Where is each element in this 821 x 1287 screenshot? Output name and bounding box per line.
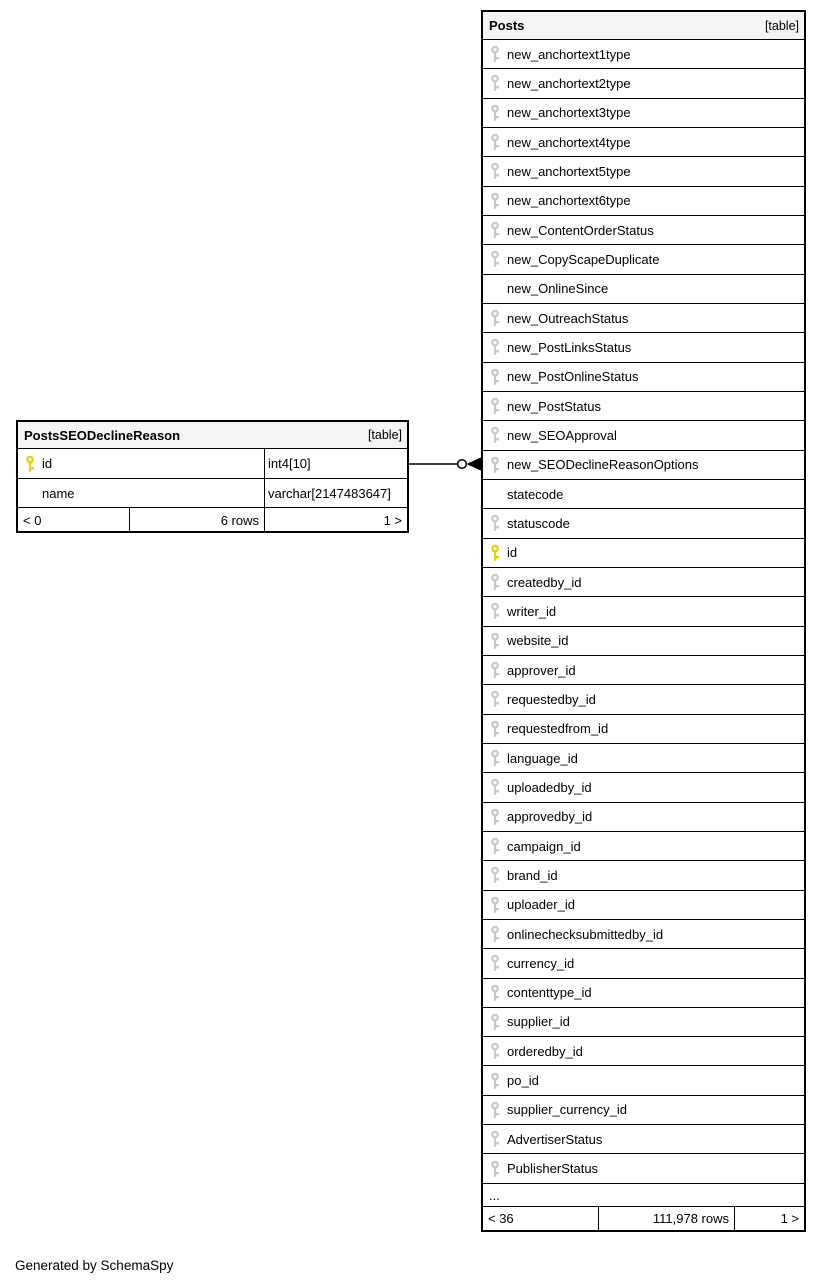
column-name: new_PostStatus (507, 398, 601, 414)
column-name: uploader_id (507, 897, 575, 913)
column-name-cell (483, 421, 804, 449)
column-name: statuscode (507, 515, 570, 531)
key-cell (490, 133, 505, 151)
key-cell (490, 104, 505, 122)
key-cell (490, 192, 505, 210)
column-row (483, 979, 804, 1008)
column-name: new_anchortext1type (507, 46, 631, 62)
column-name-cell (483, 979, 804, 1007)
key-cell (490, 837, 505, 855)
foreign-key-icon (490, 368, 500, 386)
open-circle-icon (458, 460, 467, 469)
key-cell (490, 250, 505, 268)
column-name: requestedfrom_id (507, 721, 609, 737)
foreign-key-icon (490, 837, 500, 855)
column-name-cell (483, 1008, 804, 1036)
column-name: new_ContentOrderStatus (507, 222, 654, 238)
crow-arrow-icon (467, 457, 482, 470)
table-name[interactable]: Posts (489, 18, 525, 33)
column-name-cell (483, 656, 804, 684)
ellipsis-row: ... (483, 1184, 804, 1207)
foreign-key-icon (490, 133, 500, 151)
column-row (483, 891, 804, 920)
column-name: onlinechecksubmittedby_id (507, 926, 664, 942)
column-row (483, 363, 804, 392)
column-row (483, 304, 804, 333)
column-name: new_anchortext2type (507, 75, 631, 91)
foreign-key-icon (490, 866, 500, 884)
column-name-cell (483, 187, 804, 215)
foreign-key-icon (490, 661, 500, 679)
column-name-cell (483, 392, 804, 420)
table-header (483, 12, 804, 40)
column-row (483, 1008, 804, 1037)
foreign-key-icon (490, 984, 500, 1002)
key-cell (490, 1101, 505, 1119)
column-name-cell (483, 304, 804, 332)
column-row (483, 715, 804, 744)
foreign-key-icon (490, 1013, 500, 1031)
key-cell (490, 896, 505, 914)
column-name-cell (483, 69, 804, 97)
key-cell (490, 162, 505, 180)
foreign-key-icon (490, 925, 500, 943)
column-name: uploadedby_id (507, 779, 592, 795)
column-name-cell (483, 1037, 804, 1065)
foreign-key-icon (490, 749, 500, 767)
foreign-key-icon (490, 162, 500, 180)
column-name-cell (483, 627, 804, 655)
column-row (483, 333, 804, 362)
column-name-cell (483, 949, 804, 977)
key-cell (490, 544, 505, 562)
column-name: po_id (507, 1073, 539, 1089)
column-name: supplier_currency_id (507, 1102, 627, 1118)
key-cell (490, 690, 505, 708)
column-row (483, 1154, 804, 1183)
table-footer (483, 1207, 804, 1230)
column-name: new_anchortext4type (507, 134, 631, 150)
foreign-key-icon (490, 602, 500, 620)
column-row (483, 157, 804, 186)
column-name: writer_id (507, 603, 557, 619)
relationship-connector (405, 450, 485, 480)
column-row (483, 128, 804, 157)
column-name-cell (483, 861, 804, 889)
column-name-cell (483, 333, 804, 361)
column-type: int4[10] (268, 456, 311, 471)
foreign-key-icon (490, 104, 500, 122)
key-cell (490, 514, 505, 532)
column-name: new_anchortext6type (507, 193, 631, 209)
column-name: requestedby_id (507, 691, 596, 707)
column-name: contenttype_id (507, 985, 592, 1001)
key-cell (490, 1042, 505, 1060)
column-name-cell (18, 449, 265, 478)
foreign-key-icon (490, 1042, 500, 1060)
column-name-cell (483, 275, 804, 303)
column-name-cell (483, 363, 804, 391)
foreign-key-icon (490, 456, 500, 474)
key-cell (490, 573, 505, 591)
column-row (483, 949, 804, 978)
foreign-key-icon (490, 1160, 500, 1178)
column-name-cell (483, 1096, 804, 1124)
key-cell (490, 309, 505, 327)
column-name: new_CopyScapeDuplicate (507, 251, 660, 267)
column-row (483, 1037, 804, 1066)
column-name-cell (483, 891, 804, 919)
column-type: varchar[2147483647] (268, 485, 391, 501)
column-row (483, 832, 804, 861)
key-cell (490, 1013, 505, 1031)
table-node-postsseodeclinereason[interactable] (16, 420, 409, 533)
column-row (483, 627, 804, 656)
column-row (483, 451, 804, 480)
column-row (18, 479, 407, 508)
column-rows (18, 449, 407, 508)
column-row (483, 509, 804, 538)
table-tag: [table] (764, 18, 799, 33)
foreign-key-icon (490, 720, 500, 738)
foreign-key-icon (490, 573, 500, 591)
column-name-cell (483, 480, 804, 508)
column-name-cell (483, 216, 804, 244)
key-cell (490, 1130, 505, 1148)
key-cell (490, 661, 505, 679)
key-cell (490, 778, 505, 796)
column-name-cell (483, 128, 804, 156)
column-name: AdvertiserStatus (507, 1131, 603, 1147)
key-cell (490, 632, 505, 650)
column-name: new_SEODeclineReasonOptions (507, 457, 699, 473)
foreign-key-icon (490, 896, 500, 914)
foreign-key-icon (490, 778, 500, 796)
column-rows (483, 40, 804, 1184)
table-name[interactable]: PostsSEODeclineReason (24, 427, 181, 443)
key-cell (490, 221, 505, 239)
column-name: statecode (507, 486, 564, 502)
column-row (483, 275, 804, 304)
column-name-cell (483, 715, 804, 743)
column-name: brand_id (507, 867, 558, 883)
column-name: createdby_id (507, 574, 582, 590)
row-count: 111,978 rows (599, 1207, 735, 1230)
column-row (483, 597, 804, 626)
key-cell (490, 74, 505, 92)
column-row (483, 421, 804, 450)
key-cell (25, 455, 40, 473)
foreign-key-icon (490, 338, 500, 356)
column-row (483, 1125, 804, 1154)
column-row (18, 449, 407, 479)
foreign-key-icon (490, 690, 500, 708)
column-row (483, 803, 804, 832)
column-row (483, 685, 804, 714)
table-footer (18, 508, 407, 532)
related-right-count: 1 > (780, 1211, 799, 1226)
foreign-key-icon (490, 397, 500, 415)
foreign-key-icon (490, 954, 500, 972)
column-name-cell (483, 40, 804, 68)
key-cell (490, 720, 505, 738)
column-row (483, 539, 804, 568)
column-row (483, 744, 804, 773)
key-cell (490, 368, 505, 386)
key-cell (490, 954, 505, 972)
foreign-key-icon (490, 1101, 500, 1119)
column-name: new_OnlineSince (507, 281, 609, 297)
row-count: 6 rows (130, 508, 265, 532)
column-row (483, 568, 804, 597)
column-name: approvedby_id (507, 809, 593, 825)
foreign-key-icon (490, 426, 500, 444)
related-left-count: < 0 (18, 508, 130, 532)
column-name: orderedby_id (507, 1043, 583, 1059)
column-name-cell (483, 832, 804, 860)
column-row (483, 187, 804, 216)
column-name: campaign_id (507, 838, 581, 854)
column-name: id (42, 456, 53, 471)
column-row (483, 216, 804, 245)
column-name: approver_id (507, 662, 576, 678)
key-cell (490, 749, 505, 767)
column-name-cell (483, 744, 804, 772)
foreign-key-icon (490, 808, 500, 826)
column-name: new_anchortext5type (507, 163, 631, 179)
column-name: id (507, 545, 518, 561)
column-name: new_PostLinksStatus (507, 339, 632, 355)
column-row (483, 480, 804, 509)
key-cell (490, 984, 505, 1002)
key-cell (490, 925, 505, 943)
column-row (483, 861, 804, 890)
column-row (483, 1096, 804, 1125)
column-name-cell (483, 539, 804, 567)
column-name: PublisherStatus (507, 1161, 599, 1177)
key-cell (490, 1160, 505, 1178)
key-cell (490, 602, 505, 620)
column-name: currency_id (507, 955, 575, 971)
primary-key-icon (490, 544, 500, 562)
column-name-cell (483, 509, 804, 537)
column-name: new_SEOApproval (507, 427, 617, 443)
key-cell (490, 426, 505, 444)
key-cell (490, 1072, 505, 1090)
key-cell (490, 866, 505, 884)
related-left-count: < 36 (483, 1207, 599, 1230)
column-row (483, 656, 804, 685)
column-row (483, 69, 804, 98)
foreign-key-icon (490, 514, 500, 532)
related-right-count: 1 > (383, 512, 402, 528)
column-row (483, 99, 804, 128)
foreign-key-icon (490, 74, 500, 92)
schemaspy-credit: Generated by SchemaSpy (15, 1258, 174, 1273)
column-name-cell (483, 685, 804, 713)
key-cell (490, 338, 505, 356)
column-row (483, 40, 804, 69)
column-name: name (42, 485, 75, 501)
column-name: new_PostOnlineStatus (507, 369, 639, 385)
column-name-cell (483, 568, 804, 596)
key-cell (490, 808, 505, 826)
column-name-cell (483, 157, 804, 185)
column-name: website_id (507, 633, 569, 649)
primary-key-icon (25, 455, 35, 473)
table-tag: [table] (367, 428, 402, 442)
column-name: new_OutreachStatus (507, 310, 629, 326)
column-name-cell (483, 1154, 804, 1182)
foreign-key-icon (490, 309, 500, 327)
column-row (483, 245, 804, 274)
column-name-cell (483, 597, 804, 625)
column-name: new_anchortext3type (507, 105, 631, 121)
foreign-key-icon (490, 45, 500, 63)
foreign-key-icon (490, 632, 500, 650)
column-row (483, 773, 804, 802)
foreign-key-icon (490, 1130, 500, 1148)
column-name-cell (483, 245, 804, 273)
foreign-key-icon (490, 250, 500, 268)
column-name-cell (483, 803, 804, 831)
foreign-key-icon (490, 192, 500, 210)
column-name: supplier_id (507, 1014, 570, 1030)
column-name-cell (483, 451, 804, 479)
column-row (483, 920, 804, 949)
key-cell (490, 45, 505, 63)
column-name-cell (18, 479, 265, 507)
column-name: language_id (507, 750, 578, 766)
column-name-cell (483, 1066, 804, 1094)
column-row (483, 1066, 804, 1095)
table-node-posts[interactable] (481, 10, 806, 1232)
foreign-key-icon (490, 221, 500, 239)
column-name-cell (483, 99, 804, 127)
column-row (483, 392, 804, 421)
column-name-cell (483, 920, 804, 948)
foreign-key-icon (490, 1072, 500, 1090)
key-cell (490, 397, 505, 415)
column-name-cell (483, 773, 804, 801)
column-name-cell (483, 1125, 804, 1153)
key-cell (490, 456, 505, 474)
table-header (18, 422, 407, 449)
